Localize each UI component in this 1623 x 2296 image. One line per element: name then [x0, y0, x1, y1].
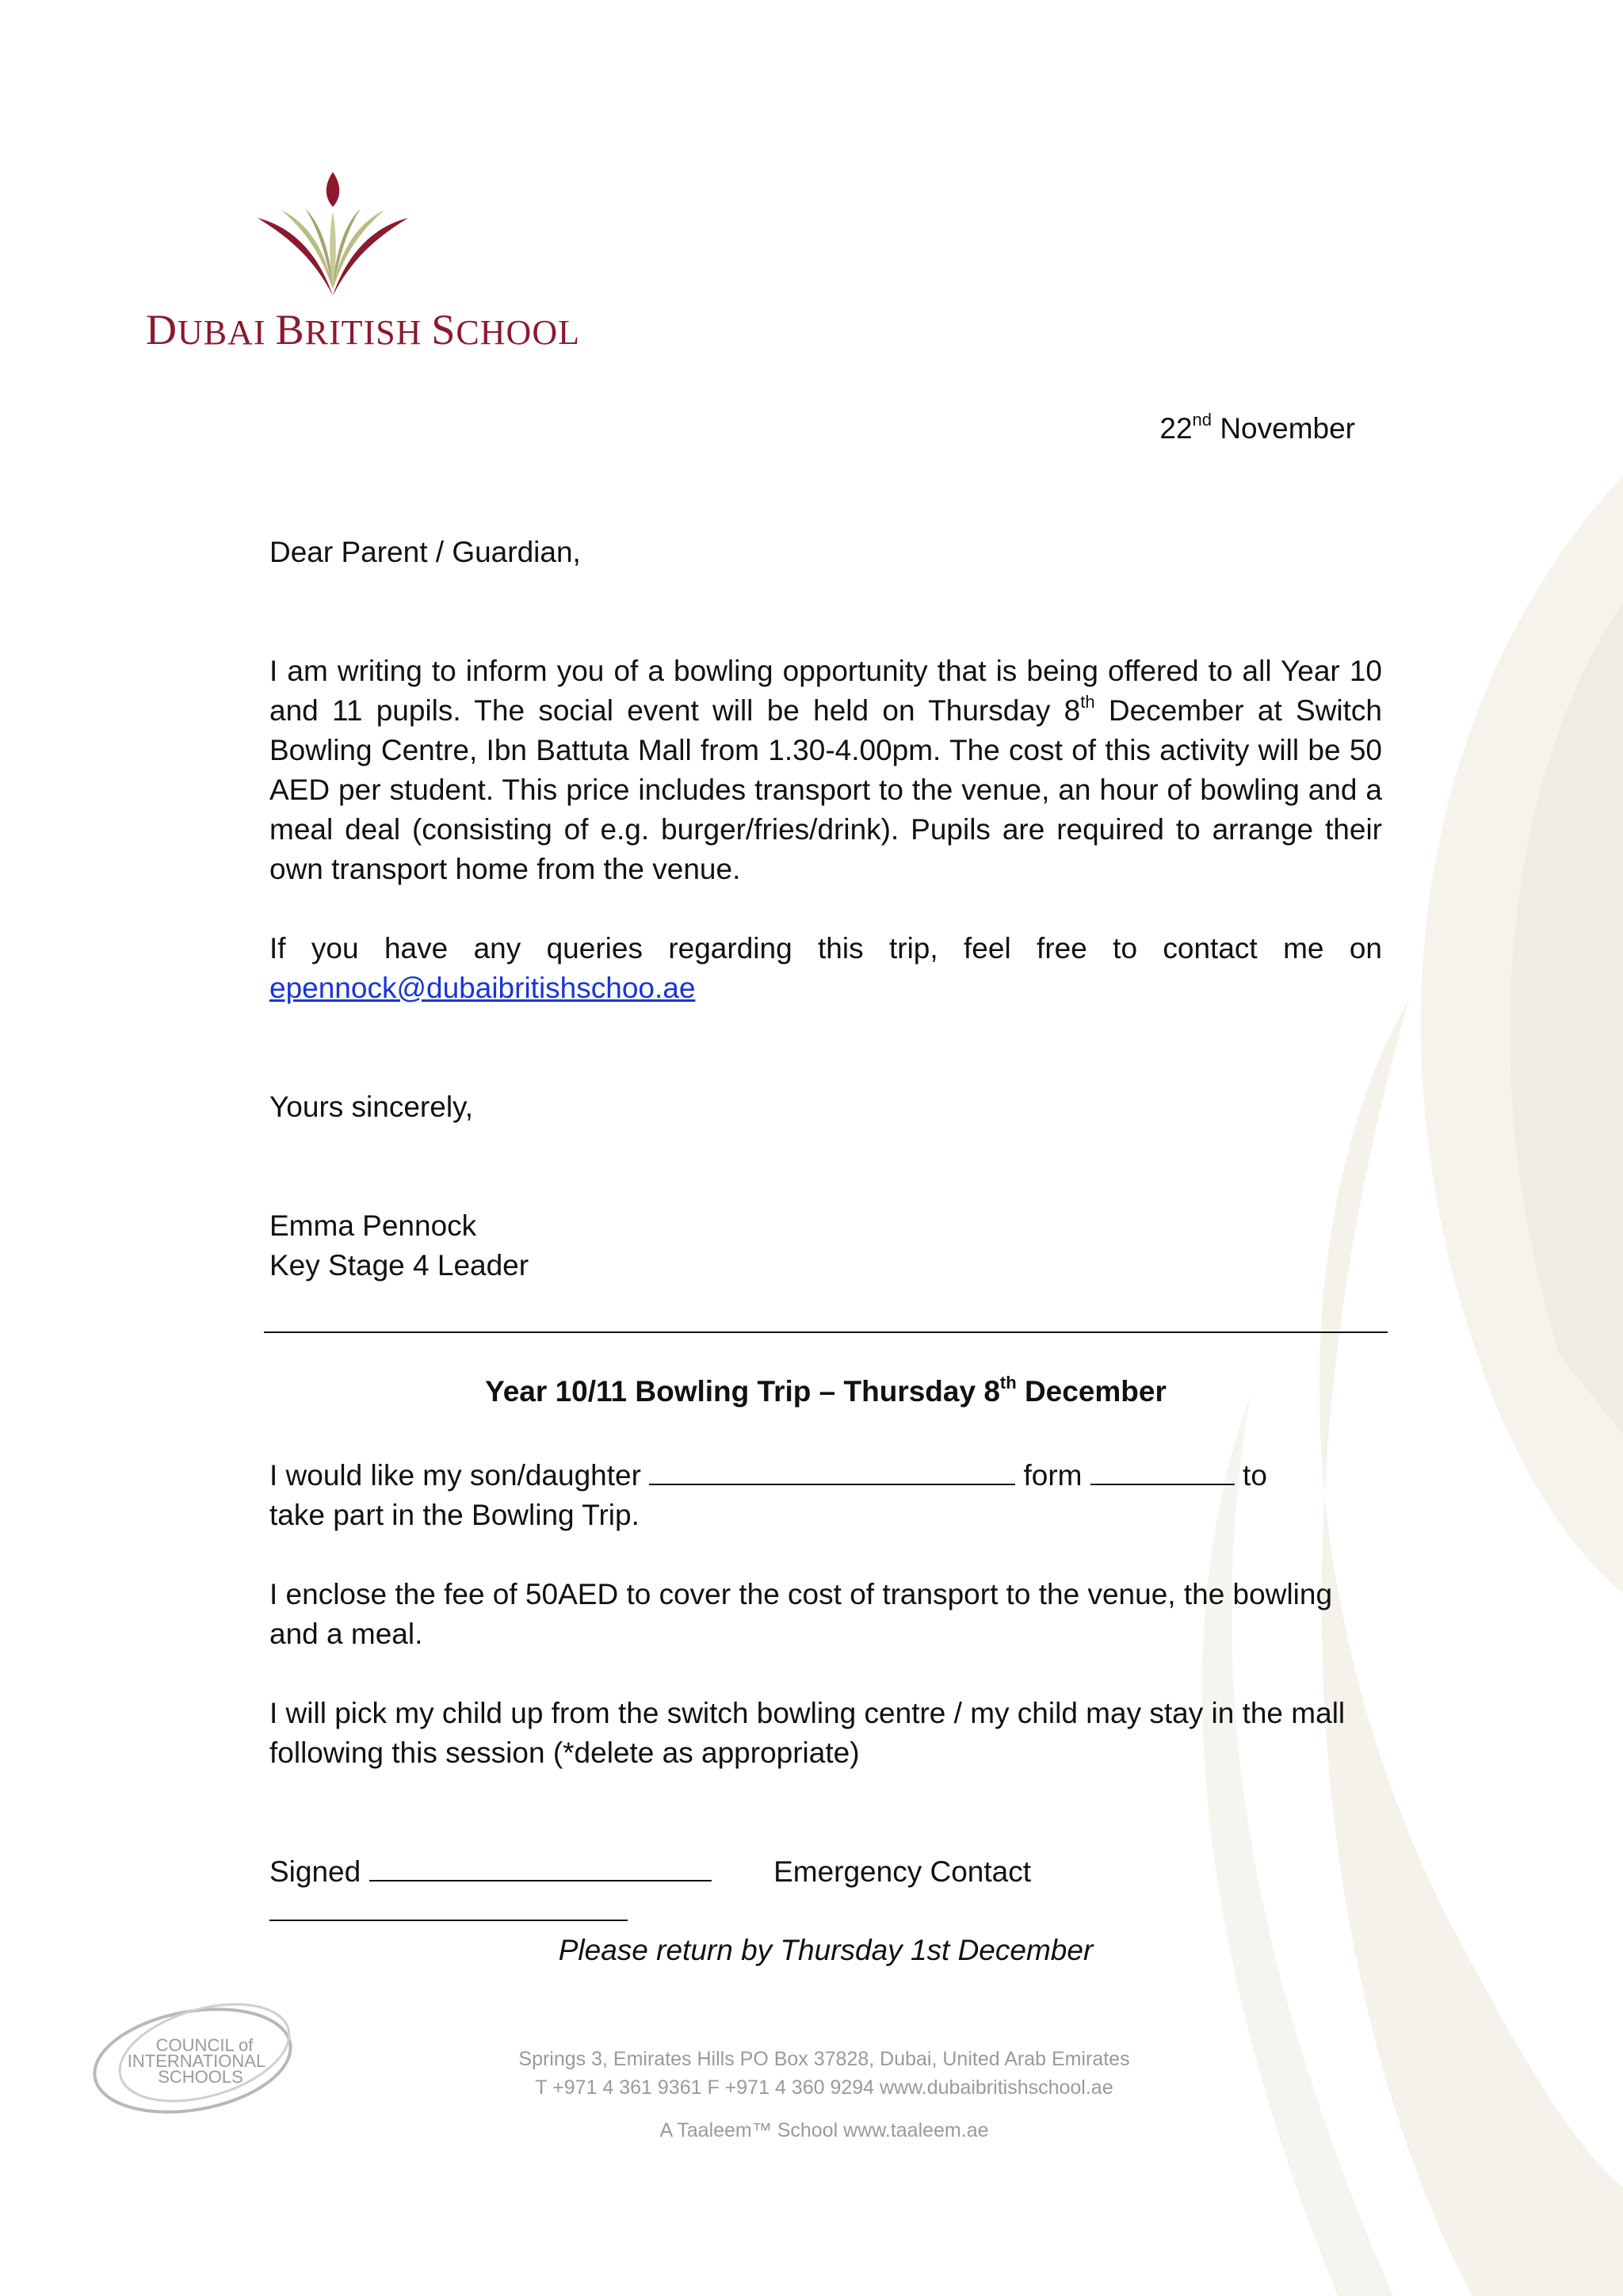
cis-logo: [86, 1989, 300, 2124]
child-name-blank[interactable]: [649, 1460, 1015, 1485]
school-contact-footer: [428, 2045, 1220, 2145]
school-crest-icon: [258, 170, 408, 297]
footer-address: Springs 3, Emirates Hills PO Box 37828, Dubai, United Arab Emirates: [518, 2048, 1130, 2070]
cis-line3: SCHOOLS: [158, 2067, 243, 2087]
form-title: Year 10/11 Bowling Trip – Thursday 8th December: [485, 1373, 1167, 1408]
signer-name: Emma Pennock: [269, 1209, 477, 1242]
form-group-blank[interactable]: [1090, 1460, 1235, 1485]
pickup-statement: I will pick my child up from the switch bowling centre / my child may stay in the mall following this session (*delete as appropriate): [269, 1697, 1346, 1769]
emergency-contact-blank[interactable]: [269, 1896, 628, 1921]
signer-title: Key Stage 4 Leader: [269, 1249, 529, 1282]
signature-blank[interactable]: [369, 1856, 712, 1881]
letter-body-paragraph: I am writing to inform you of a bowling opportunity that is being offered to all Year 10 and 11 pupils. The social event will be held on Thursday 8th December at Switch Bowling Centre, Ibn Battuta Mall from 1.30-4.00pm. The cost of this activity will be 50 AED per student. This price includes transport to the venue, an hour of bowling and a meal deal (consisting of e.g. burger/fries/drink). Pupils are required to arrange their own transport home from the venue.: [269, 655, 1382, 885]
cis-line2: INTERNATIONAL: [127, 2051, 266, 2071]
consent-line-continued: take part in the Bowling Trip.: [269, 1499, 640, 1531]
school-wordmark: DUBAI BRITISH SCHOOL: [146, 306, 580, 353]
footer-phones: T +971 4 361 9361 F +971 4 360 9294 www.dubaibritishschool.ae: [535, 2076, 1113, 2099]
school-logo: [143, 170, 580, 361]
closing: Yours sincerely,: [269, 1091, 474, 1123]
salutation: Dear Parent / Guardian,: [269, 536, 581, 568]
signature-row: Signed Emergency Contact: [269, 1852, 1382, 1931]
contact-email-row: [269, 968, 1382, 1008]
fee-statement: I enclose the fee of 50AED to cover the cost of transport to the venue, the bowling and a meal.: [269, 1578, 1333, 1650]
letter-date: 22nd November: [1159, 410, 1355, 445]
consent-line: I would like my son/daughter form to: [269, 1459, 1267, 1492]
return-deadline-note: Please return by Thursday 1st December: [558, 1934, 1094, 1966]
footer-taaleem: A Taaleem™ School www.taaleem.ae: [659, 2119, 989, 2141]
tear-off-divider: [264, 1331, 1388, 1333]
contact-paragraph: If you have any queries regarding this trip, feel free to contact me on: [269, 932, 1382, 965]
cis-line1: COUNCIL of: [155, 2035, 254, 2055]
contact-email-link[interactable]: epennock@dubaibritishschoo.ae: [269, 972, 696, 1004]
